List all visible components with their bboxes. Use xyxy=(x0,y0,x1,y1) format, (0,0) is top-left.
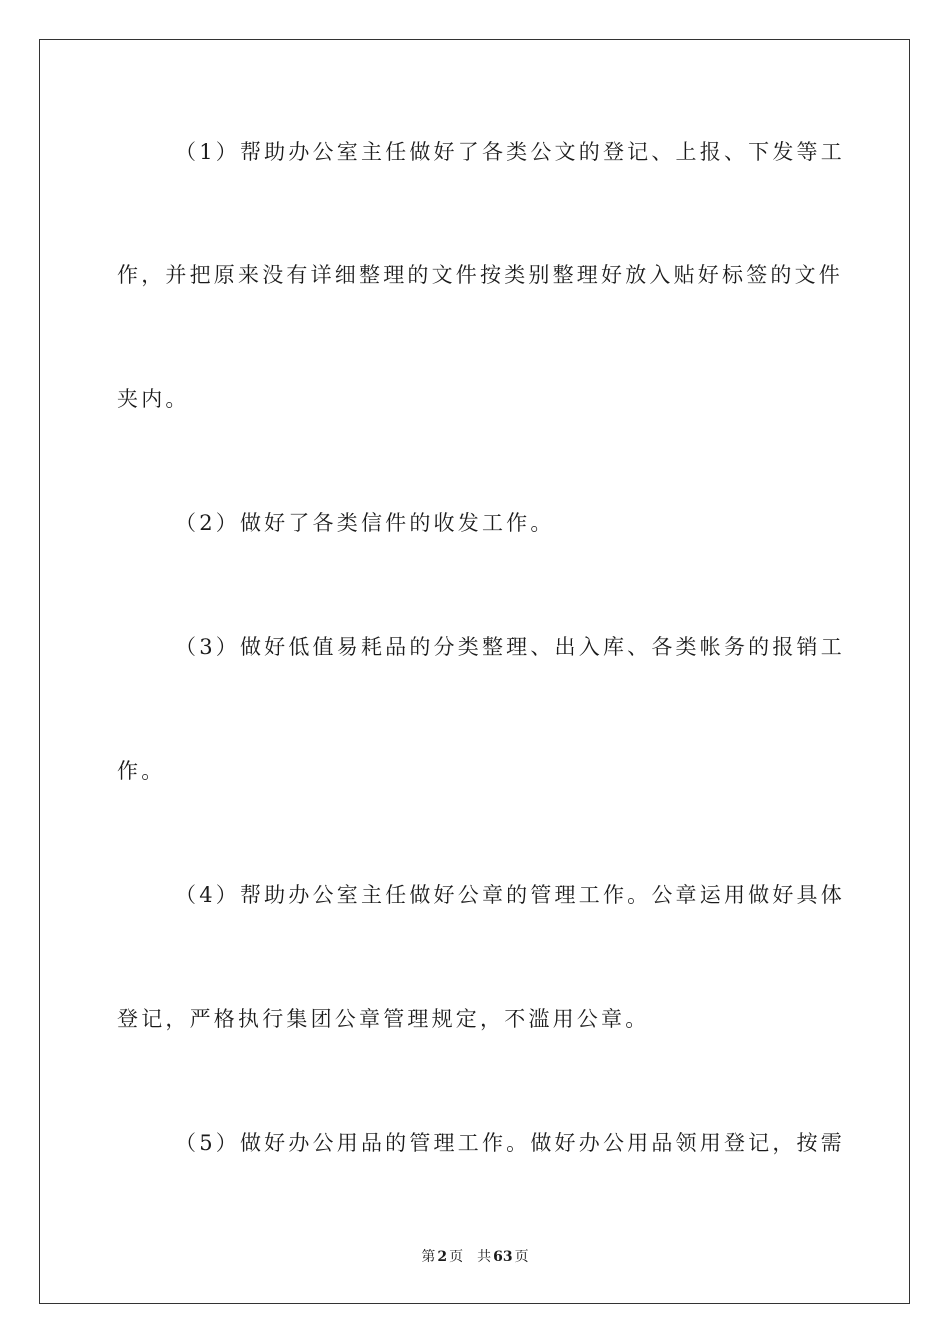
page-footer xyxy=(0,1248,950,1266)
page-number: 2 xyxy=(437,1249,448,1265)
page-suffix: 页 xyxy=(449,1249,464,1265)
total-suffix: 页 xyxy=(514,1249,529,1265)
paragraph-5-line-1: （5）做好办公用品的管理工作。做好办公用品领用登记，按需 xyxy=(175,1131,845,1155)
paragraph-3-line-2: 作。 xyxy=(117,759,166,783)
paragraph-2-line-1: （2）做好了各类信件的收发工作。 xyxy=(175,511,555,535)
paragraph-3-line-1: （3）做好低值易耗品的分类整理、出入库、各类帐务的报销工 xyxy=(175,635,845,659)
paragraph-1-line-2: 作，并把原来没有详细整理的文件按类别整理好放入贴好标签的文件 xyxy=(117,263,843,287)
page-border xyxy=(39,39,910,1304)
page-prefix: 第 xyxy=(421,1249,436,1265)
total-pages: 63 xyxy=(493,1249,513,1265)
paragraph-4-line-2: 登记，严格执行集团公章管理规定，不滥用公章。 xyxy=(117,1007,650,1031)
paragraph-1-line-1: （1）帮助办公室主任做好了各类公文的登记、上报、下发等工 xyxy=(175,140,845,164)
paragraph-4-line-1: （4）帮助办公室主任做好公章的管理工作。公章运用做好具体 xyxy=(175,883,845,907)
paragraph-1-line-3: 夹内。 xyxy=(117,387,190,411)
total-prefix: 共 xyxy=(477,1249,492,1265)
